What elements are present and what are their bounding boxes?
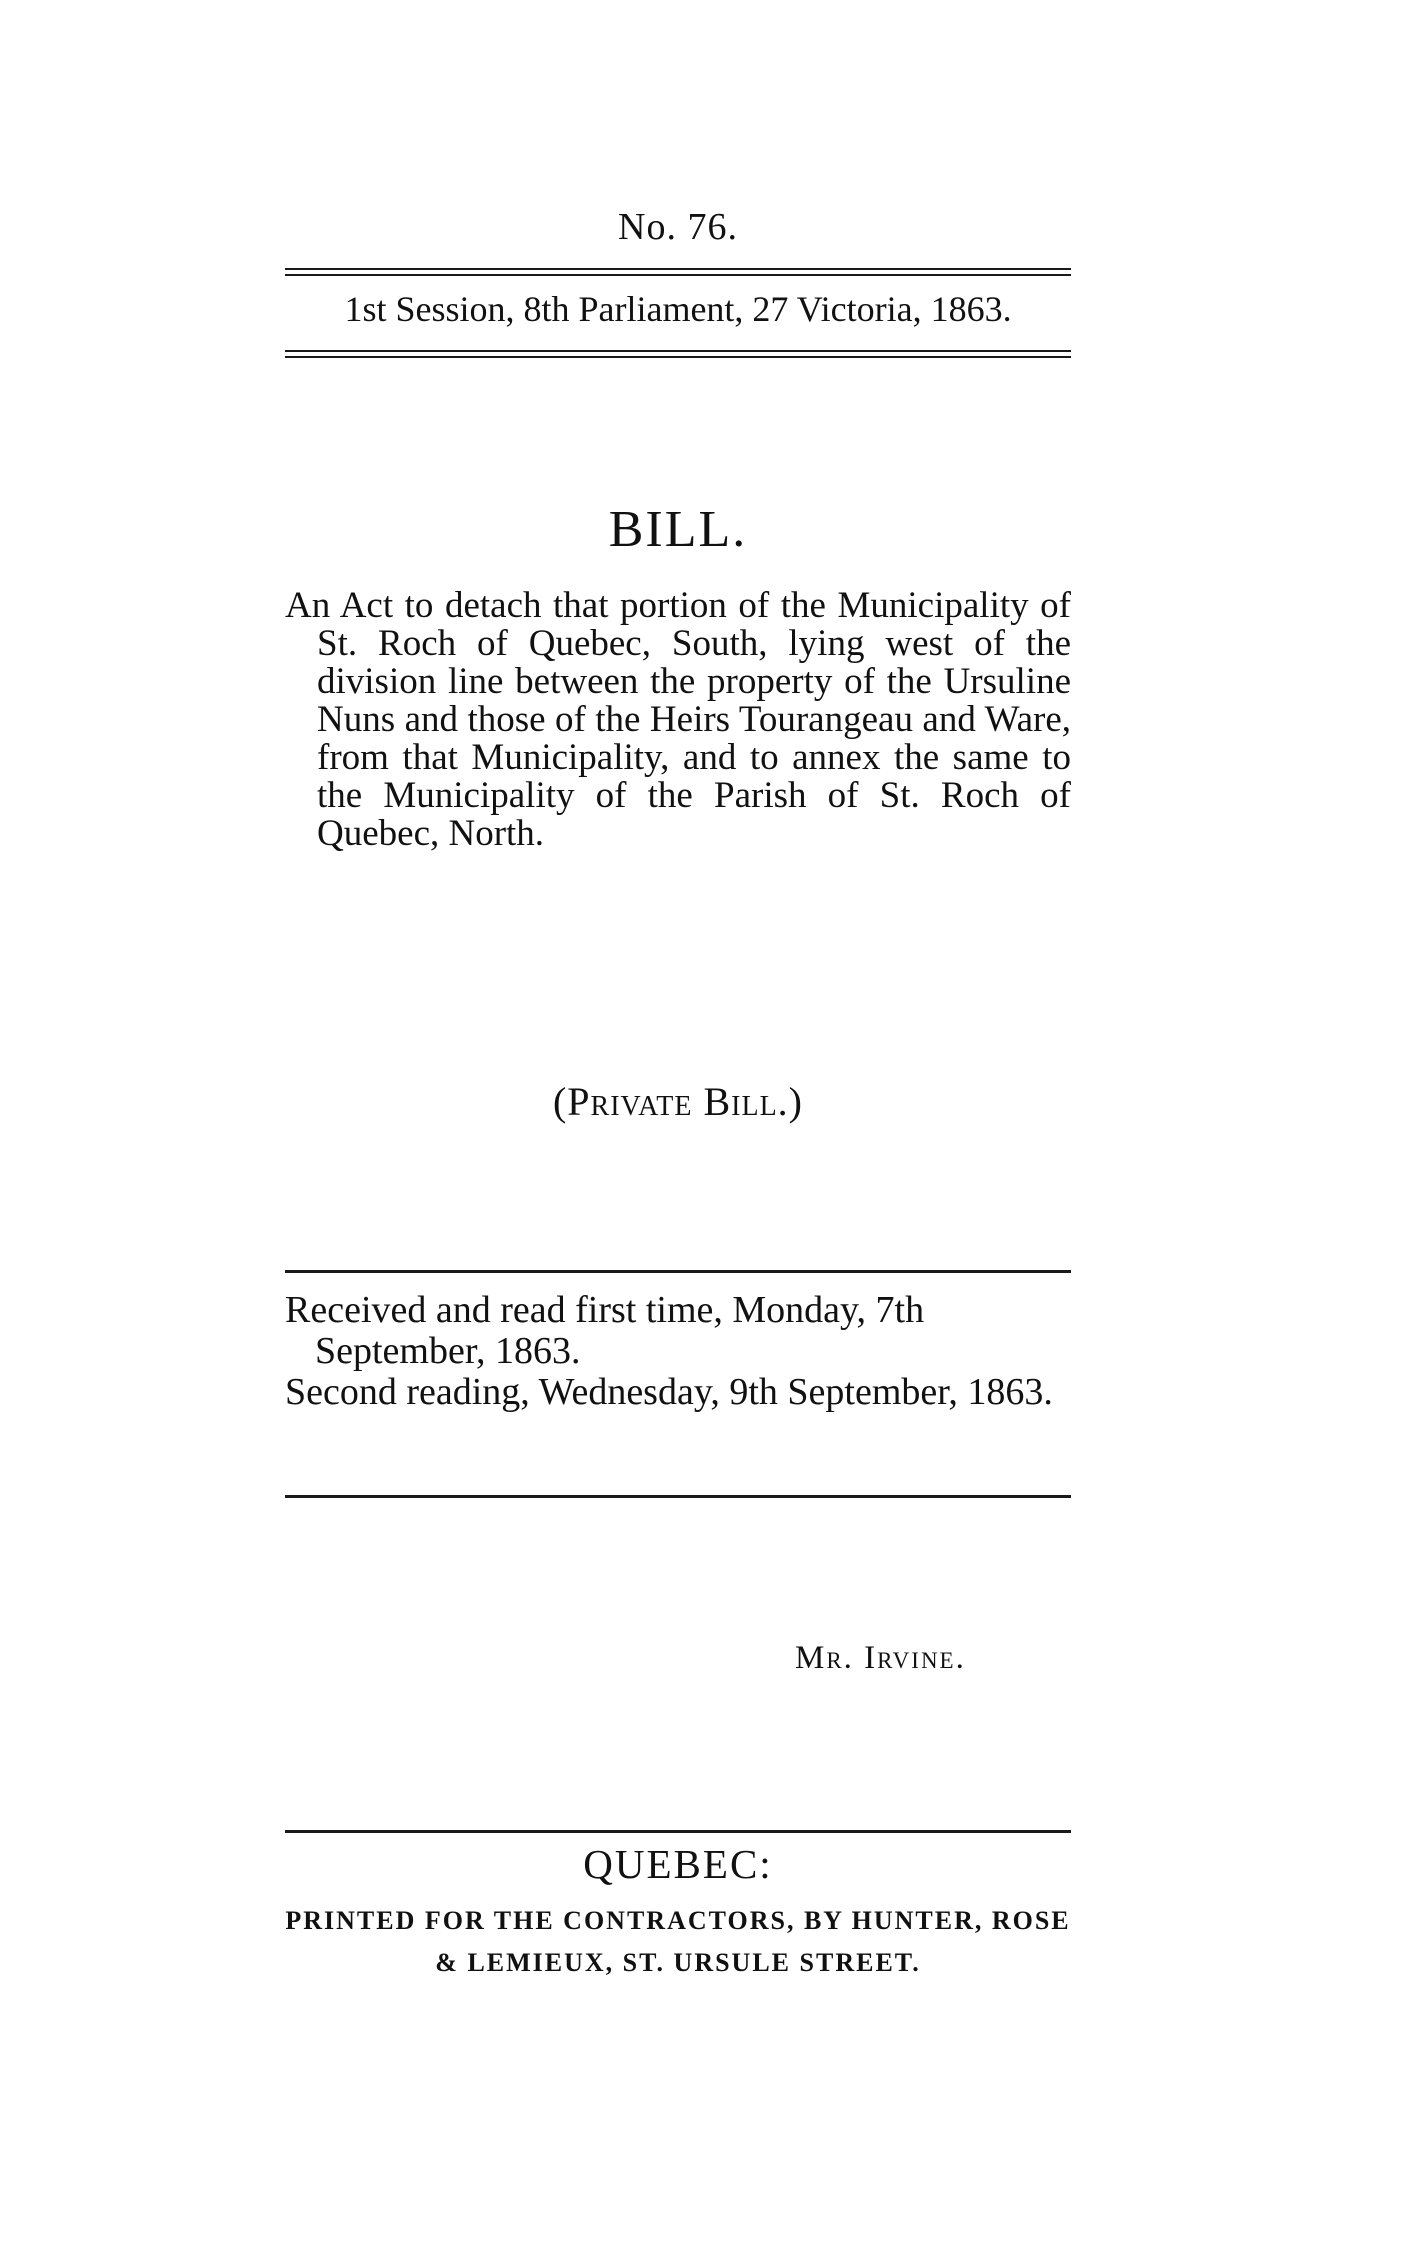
imprint-printer: PRINTED FOR THE CONTRACTORS, BY HUNTER, ROSE & LEMIEUX, ST. URSULE STREET. xyxy=(285,1906,1071,1977)
header-rule-top xyxy=(285,268,1071,276)
header-rule-bottom xyxy=(285,350,1071,358)
imprint-rule xyxy=(285,1830,1071,1833)
bill-type: (Private Bill.) xyxy=(552,1079,804,1124)
sponsor-name: Mr. Irvine. xyxy=(795,1640,966,1676)
bill-number: No. 76. xyxy=(618,206,738,248)
readings-rule-bottom xyxy=(285,1495,1071,1498)
readings-rule-top xyxy=(285,1270,1071,1273)
second-reading: Second reading, Wednesday, 9th September, 1863. xyxy=(285,1371,1053,1413)
session-line: 1st Session, 8th Parliament, 27 Victoria, 1863. xyxy=(344,289,1012,329)
bill-heading: BILL. xyxy=(608,501,748,558)
first-reading: Received and read first time, Monday, 7th September, 1863. xyxy=(285,1289,925,1372)
bill-title: An Act to detach that portion of the Municipality of St. Roch of Quebec, South, lying west of the division line between the property of the Ursuline Nuns and those of the Heirs Tourangeau and Ware, from that Municipality, and to annex the same to the Municipality of the Parish of St. Roch of Quebec, North. xyxy=(285,585,1071,854)
readings-section xyxy=(285,1290,1071,1413)
imprint-place: QUEBEC: xyxy=(583,1841,773,1887)
